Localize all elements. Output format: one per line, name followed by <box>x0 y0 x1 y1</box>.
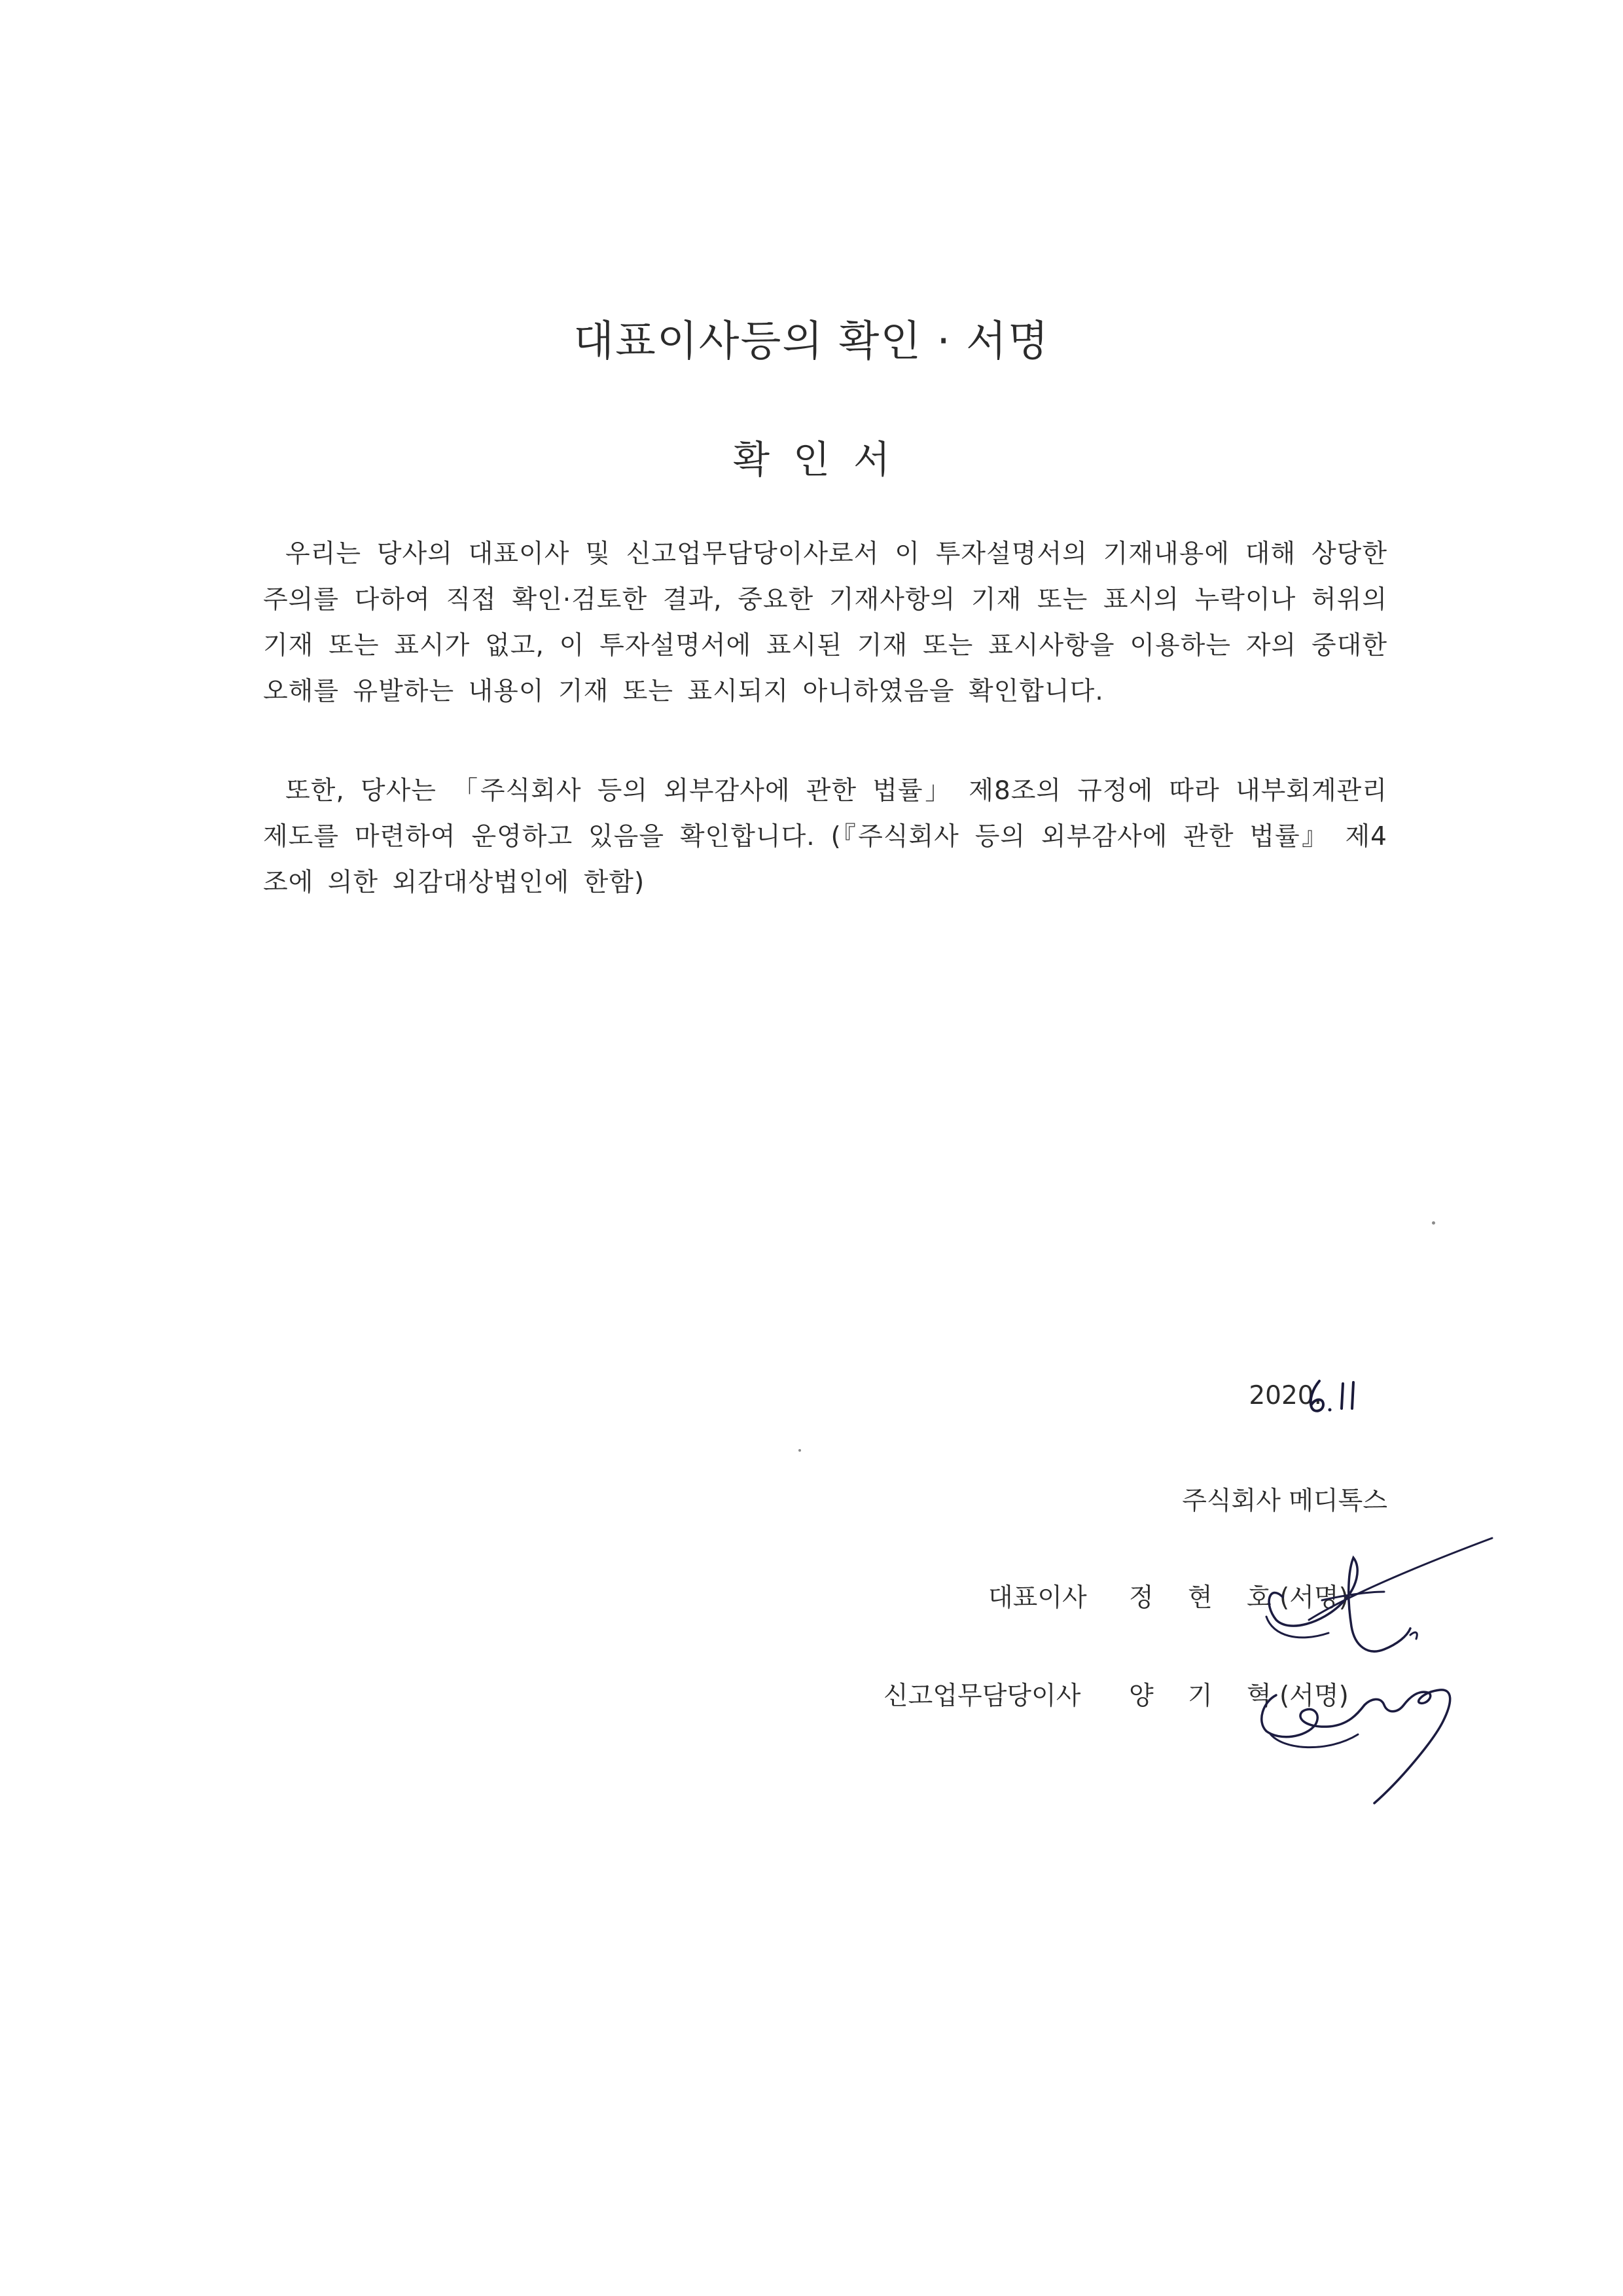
signer-name-char: 기 <box>1188 1681 1213 1711</box>
scan-speck <box>798 1449 801 1452</box>
internal-control-paragraph-text: 또한, 당사는 「주식회사 등의 외부감사에 관한 법률」 제8조의 규정에 따라 내부회계관리제도를 마련하여 운영하고 있음을 확인합니다. (『주식회사 등의 외부감사에 관한 법률』 제4조에 의한 외감대상법인에 한함) <box>263 776 1387 897</box>
date-printed: 2020. <box>1249 1381 1322 1410</box>
signer-role: 신고업무담당이사 <box>883 1681 1081 1711</box>
company-name: 주식회사 메디톡스 <box>1182 1486 1387 1516</box>
sign-label: (서명) <box>1279 1583 1349 1613</box>
signer-name-char: 현 <box>1188 1583 1213 1613</box>
confirmation-paragraph <box>263 531 1387 715</box>
document-subtitle: 확인서 <box>732 437 914 482</box>
signer-name-char: 정 <box>1129 1583 1154 1613</box>
signer-name-char: 혁 <box>1247 1681 1272 1711</box>
handwritten-signature <box>1243 1505 1518 1806</box>
signer-role: 대표이사 <box>988 1583 1087 1613</box>
document-title: 대표이사등의 확인 · 서명 <box>573 317 1050 366</box>
signer-name-char: 양 <box>1129 1681 1154 1711</box>
handwritten-date <box>1304 1377 1366 1416</box>
signer-name-char: 호 <box>1247 1583 1272 1613</box>
internal-control-paragraph <box>263 768 1387 906</box>
confirmation-paragraph-text: 우리는 당사의 대표이사 및 신고업무담당이사로서 이 투자설명서의 기재내용에 대해 상당한 주의를 다하여 직접 확인·검토한 결과, 중요한 기재사항의 기재 또는 표시의 누락이나 허위의 기재 또는 표시가 없고, 이 투자설명서에 표시된 기재 또는 표시사항을 이용하는 자의 중대한 오해를 유발하는 내용이 기재 또는 표시되지 아니하였음을 확인합니다. <box>263 539 1387 706</box>
scan-speck <box>1432 1221 1435 1225</box>
sign-label: (서명) <box>1279 1681 1349 1711</box>
